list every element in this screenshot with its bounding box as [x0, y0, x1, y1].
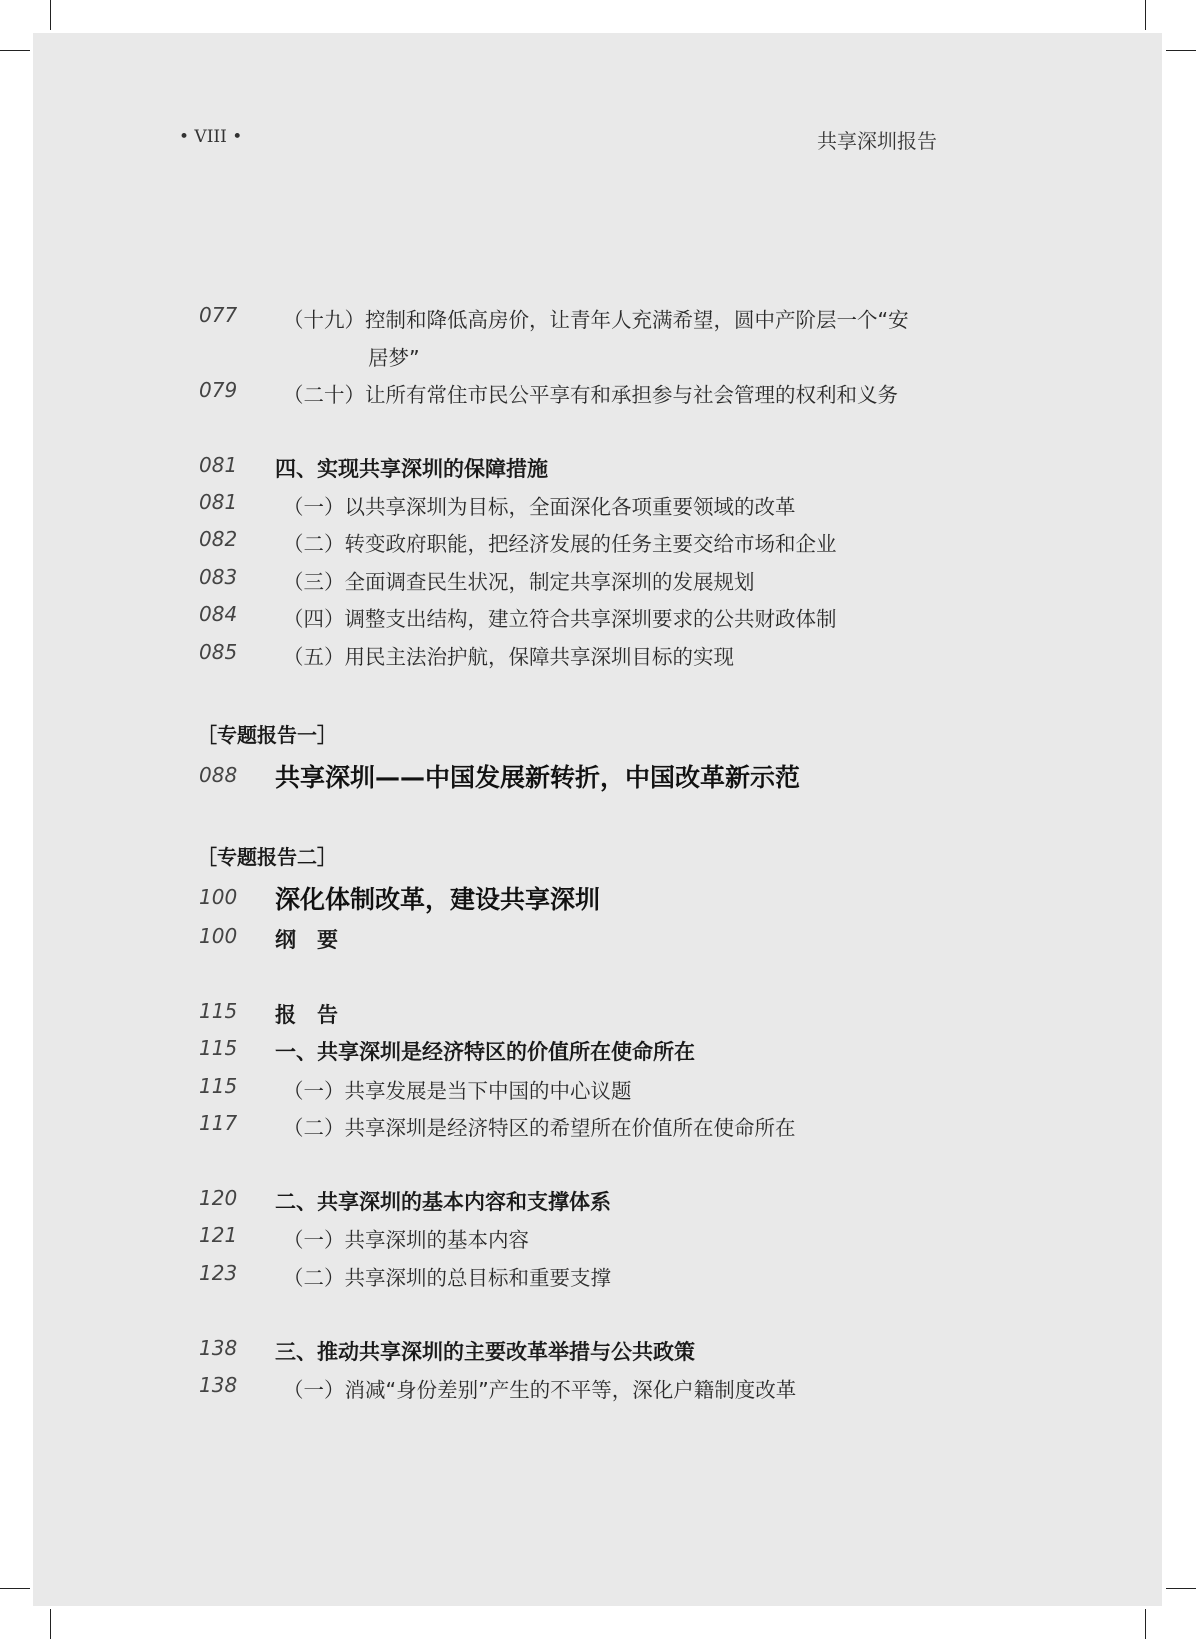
toc-page-number: 138 — [199, 1336, 238, 1360]
toc-page-number: 085 — [199, 640, 238, 664]
toc-page-number: 100 — [199, 885, 238, 909]
page-sheet — [33, 33, 1162, 1606]
toc-chapter-title: 一、共享深圳是经济特区的价值所在使命所在 — [275, 1040, 695, 1064]
page-number: • VIII • — [179, 127, 243, 147]
toc-entry-title: （二十）让所有常住市民公平享有和承担参与社会管理的权利和义务 — [283, 383, 898, 407]
crop-mark — [50, 1609, 51, 1639]
crop-mark — [1145, 0, 1146, 30]
crop-mark — [50, 0, 51, 30]
running-title: 共享深圳报告 — [817, 129, 937, 153]
toc-page-number: 082 — [199, 527, 238, 551]
toc-report-title: 共享深圳——中国发展新转折，中国改革新示范 — [275, 763, 801, 792]
toc-report-title: 深化体制改革，建设共享深圳 — [275, 885, 601, 914]
toc-page-number: 083 — [199, 565, 238, 589]
toc-entry-title: （一）以共享深圳为目标，全面深化各项重要领域的改革 — [283, 495, 796, 519]
toc-chapter-title: 纲 要 — [275, 928, 338, 952]
toc-page-number: 115 — [199, 1036, 238, 1060]
toc-entry-title: （十九）控制和降低高房价，让青年人充满希望，圆中产阶层一个“安 — [283, 308, 909, 332]
toc-page-number: 081 — [199, 490, 238, 514]
toc-chapter-title: 三、推动共享深圳的主要改革举措与公共政策 — [275, 1340, 695, 1364]
toc-entry-title: （一）共享发展是当下中国的中心议题 — [283, 1079, 632, 1103]
toc-chapter-title: 报 告 — [275, 1003, 338, 1027]
toc-entry-title: （一）共享深圳的基本内容 — [283, 1228, 529, 1252]
toc-entry-title: （二）转变政府职能，把经济发展的任务主要交给市场和企业 — [283, 532, 837, 556]
special-report-label: ［专题报告一］ — [197, 723, 337, 747]
toc-page-number: 081 — [199, 453, 238, 477]
toc-page-number: 088 — [199, 763, 238, 787]
toc-page-number: 084 — [199, 602, 238, 626]
toc-chapter-title: 二、共享深圳的基本内容和支撑体系 — [275, 1190, 611, 1214]
toc-entry-title-continued: 居梦” — [368, 346, 420, 370]
toc-chapter-title: 四、实现共享深圳的保障措施 — [275, 457, 548, 481]
toc-page-number: 100 — [199, 924, 238, 948]
toc-page-number: 121 — [199, 1223, 238, 1247]
toc-page-number: 079 — [199, 378, 238, 402]
toc-entry-title: （二）共享深圳是经济特区的希望所在价值所在使命所在 — [283, 1116, 796, 1140]
toc-page-number: 077 — [199, 303, 238, 327]
toc-page-number: 120 — [199, 1186, 238, 1210]
toc-entry-title: （五）用民主法治护航，保障共享深圳目标的实现 — [283, 645, 734, 669]
toc-page-number: 115 — [199, 1074, 238, 1098]
toc-entry-title: （一）消减“身份差别”产生的不平等，深化户籍制度改革 — [283, 1378, 797, 1402]
toc-entry-title: （二）共享深圳的总目标和重要支撑 — [283, 1266, 611, 1290]
toc-page-number: 138 — [199, 1373, 238, 1397]
toc-entry-title: （四）调整支出结构，建立符合共享深圳要求的公共财政体制 — [283, 607, 837, 631]
crop-mark — [1166, 1588, 1196, 1589]
toc-entry-title: （三）全面调查民生状况，制定共享深圳的发展规划 — [283, 570, 755, 594]
crop-mark — [1145, 1609, 1146, 1639]
toc-page-number: 117 — [199, 1111, 238, 1135]
toc-page-number: 115 — [199, 999, 238, 1023]
crop-mark — [0, 50, 30, 51]
toc-page-number: 123 — [199, 1261, 238, 1285]
special-report-label: ［专题报告二］ — [197, 845, 337, 869]
crop-mark — [1166, 50, 1196, 51]
crop-mark — [0, 1588, 30, 1589]
